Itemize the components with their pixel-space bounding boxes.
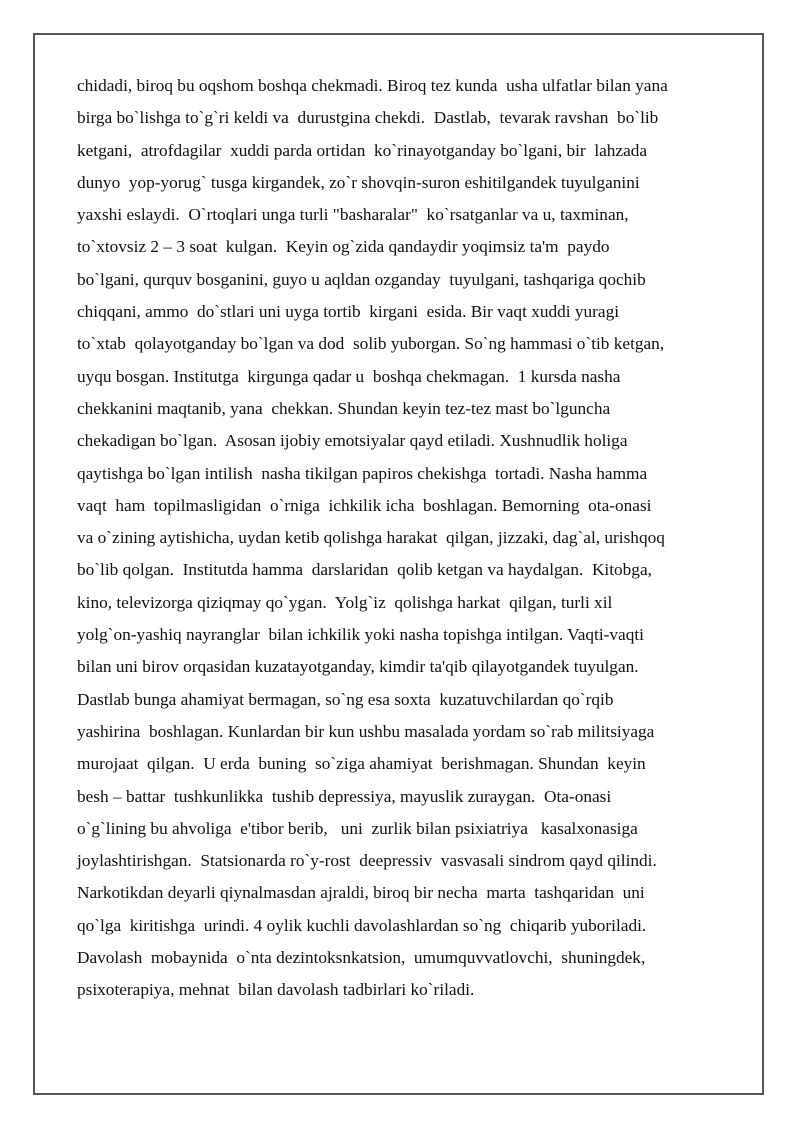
text-line: Davolash mobaynida o`nta dezintoksnkatsion, umumquvvatlovchi, shuningdek, (77, 948, 646, 968)
text-line: yaxshi eslaydi. O`rtoqlari unga turli "basharalar" ko`rsatganlar va u, taxminan, (77, 205, 629, 225)
text-line: chekadigan bo`lgan. Asosan ijobiy emotsiyalar qayd etiladi. Xushnudlik holiga (77, 431, 628, 451)
text-line: to`xtovsiz 2 – 3 soat kulgan. Keyin og`zida qandaydir yoqimsiz ta'm paydo (77, 237, 610, 257)
text-line: dunyo yop-yorug` tusga kirgandek, zo`r shovqin-suron eshitilgandek tuyulganini (77, 172, 640, 192)
text-line: joylashtirishgan. Statsionarda ro`y-rost deepressiv vasvasali sindrom qayd qilindi. (77, 851, 657, 871)
text-line: Dastlab bunga ahamiyat bermagan, so`ng esa soxta kuzatuvchilardan qo`rqib (77, 689, 614, 709)
text-line: qo`lga kiritishga urindi. 4 oylik kuchli davolashlardan so`ng chiqarib yuboriladi. (77, 915, 647, 935)
text-line: birga bo`lishga to`g`ri keldi va durustgina chekdi. Dastlab, tevarak ravshan bo`lib (77, 108, 659, 128)
text-line: chiqqani, ammo do`stlari uni uyga tortib kirgani esida. Bir vaqt xuddi yuragi (77, 302, 620, 322)
text-line: qaytishga bo`lgan intilish nasha tikilgan papiros chekishga tortadi. Nasha hamma (77, 463, 648, 483)
text-line: vaqt ham topilmasligidan o`rniga ichkilik icha boshlagan. Bemorning ota-onasi (77, 495, 652, 515)
text-line: kino, televizorga qiziqmay qo`ygan. Yolg`iz qolishga harkat qilgan, turli xil (77, 592, 613, 612)
text-line: va o`zining aytishicha, uydan ketib qolishga harakat qilgan, jizzaki, dag`al, urishqoq (77, 528, 665, 548)
text-line: ketgani, atrofdagilar xuddi parda ortidan ko`rinayotganday bo`lgani, bir lahzada (77, 140, 648, 160)
text-line: bo`lib qolgan. Institutda hamma darslaridan qolib ketgan va haydalgan. Kitobga, (77, 560, 652, 580)
text-line: Narkotikdan deyarli qiynalmasdan ajraldi, biroq bir necha marta tashqaridan uni (77, 883, 645, 903)
document-body (77, 70, 727, 1007)
text-line: bo`lgani, qurquv bosganini, guyo u aqldan ozganday tuyulgani, tashqariga qochib (77, 269, 646, 289)
text-line: yashirina boshlagan. Kunlardan bir kun ushbu masalada yordam so`rab militsiyaga (77, 721, 655, 741)
text-line: to`xtab qolayotganday bo`lgan va dod solib yuborgan. So`ng hammasi o`tib ketgan, (77, 334, 665, 354)
text-line: chidadi, biroq bu oqshom boshqa chekmadi. Biroq tez kunda usha ulfatlar bilan yana (77, 76, 668, 95)
text-line: uyqu bosgan. Institutga kirgunga qadar u boshqa chekmagan. 1 kursda nasha (77, 366, 621, 386)
text-line: psixoterapiya, mehnat bilan davolash tadbirlari ko`riladi. (77, 980, 475, 1000)
text-line: o`g`lining bu ahvoliga e'tibor berib, uni zurlik bilan psixiatriya kasalxonasiga (77, 818, 638, 838)
text-line: besh – battar tushkunlikka tushib depressiya, mayuslik zuraygan. Ota-onasi (77, 786, 612, 806)
text-line: murojaat qilgan. U erda buning so`ziga ahamiyat berishmagan. Shundan keyin (77, 754, 646, 774)
text-line: chekkanini maqtanib, yana chekkan. Shundan keyin tez-tez mast bo`lguncha (77, 398, 611, 418)
text-line: yolg`on-yashiq nayranglar bilan ichkilik yoki nasha topishga intilgan. Vaqti-vaqti (77, 625, 644, 645)
text-line: bilan uni birov orqasidan kuzatayotganday, kimdir ta'qib qilayotgandek tuyulgan. (77, 657, 639, 677)
